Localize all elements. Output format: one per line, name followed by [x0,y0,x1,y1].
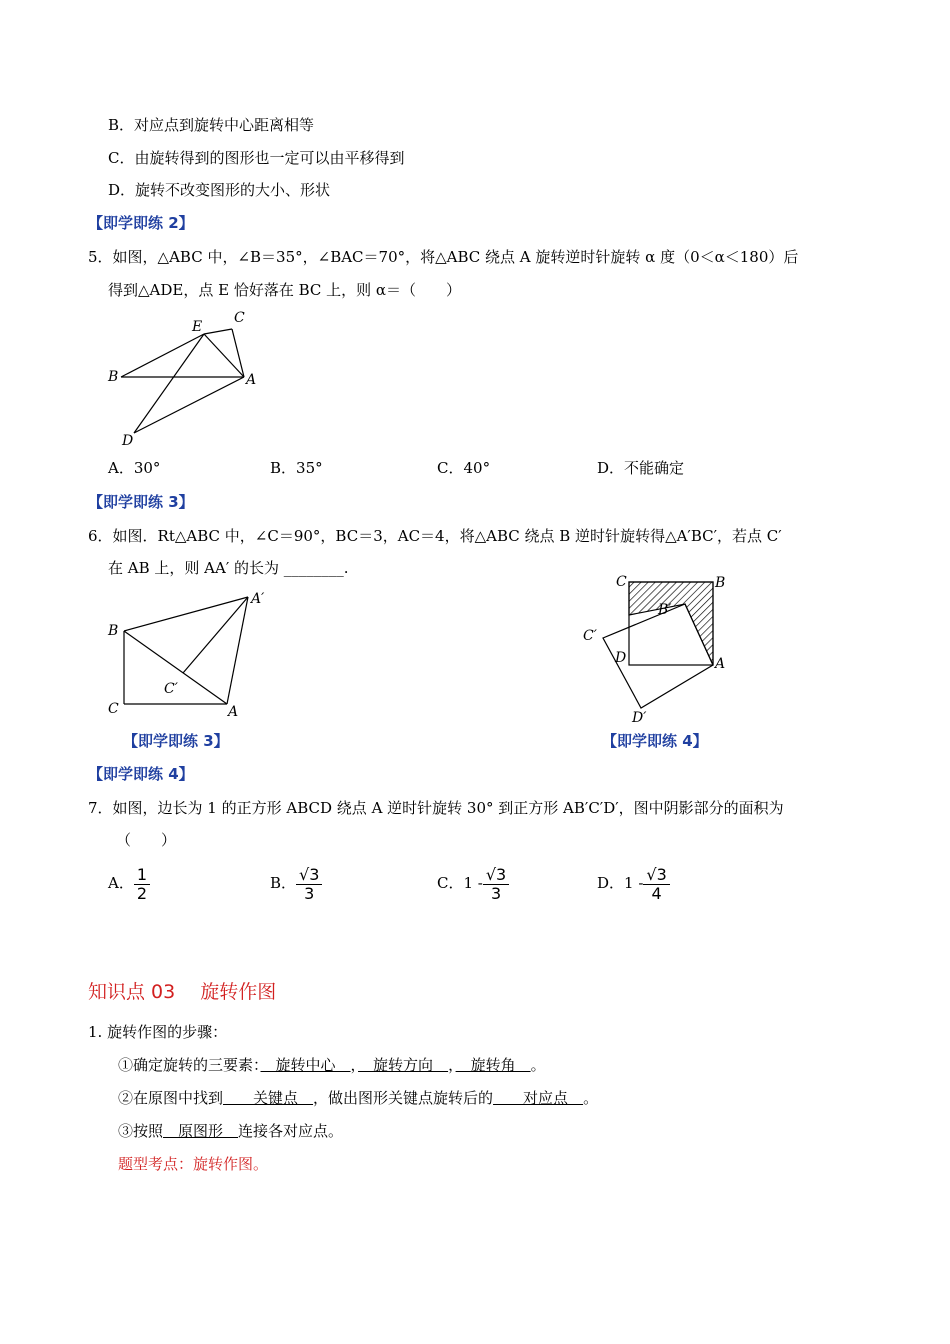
segment-a2c2 [183,597,248,673]
q7-option-d: D．1 - $\frac{√3}{4}$ [597,863,670,903]
q5-option-d: D．不能确定 [597,459,685,477]
segment-be [121,334,204,377]
step-2: ②在原图中找到 关键点 ，做出图形关键点旋转后的 对应点 。 [118,1089,599,1107]
label-d: D [122,433,134,449]
q6-line-2: 在 AB 上，则 AA′ 的长为 ________. [108,559,349,577]
segment-da [134,377,244,433]
practice-4-label: 【即学即练 4】 [88,765,194,783]
segment-ec [204,329,232,334]
label-c-prime: C′ [583,628,597,644]
section-title: 知识点 03 旋转作图 [88,981,277,1003]
label-d-prime: D′ [632,710,647,726]
q7-line-1: 7．如图，边长为 1 的正方形 ABCD 绕点 A 逆时针旋转 30° 到正方形 AB′C′D′，图中阴影部分的面积为 [88,799,784,817]
label-d: D [615,650,627,666]
label-c: C [108,701,119,717]
label-b: B [108,623,119,639]
q7-figure [575,570,745,730]
segment-ea [204,334,244,377]
option-b-text: B．对应点到旋转中心距离相等 [108,116,315,134]
option-d-text: D．旋转不改变图形的大小、形状 [108,181,331,199]
label-c: C [616,574,627,590]
shaded-region [629,582,713,665]
label-c-prime: C′ [164,681,178,697]
label-a: A [715,656,726,672]
label-a: A [228,704,239,720]
q5-line-1: 5．如图，△ABC 中，∠B＝35°，∠BAC＝70°，将△ABC 绕点 A 旋转逆时针旋转 α 度（0＜α＜180）后 [88,248,799,266]
label-e: E [192,319,203,335]
q7-option-c: C．1 - $\frac{√3}{3}$ [437,863,509,903]
label-b: B [715,575,726,591]
q5-option-a: A．30° [108,459,161,477]
q6-line-1: 6．如图．Rt△ABC 中，∠C＝90°，BC＝3，AC＝4，将△ABC 绕点 B 逆时针旋转得△A′BC′，若点 C′ [88,527,782,545]
label-b: B [108,369,119,385]
label-c: C [234,310,245,326]
q5-option-b: B．35° [270,459,323,477]
q5-option-c: C．40° [437,459,491,477]
step-1: ①确定旋转的三要素： 旋转中心 ， 旋转方向 ， 旋转角 。 [118,1056,546,1074]
steps-intro: 1. 旋转作图的步骤： [88,1023,228,1041]
label-a-prime: A′ [251,591,265,607]
q5-line-2: 得到△ADE，点 E 恰好落在 BC 上，则 α＝（ ） [108,281,462,299]
topic-note: 题型考点：旋转作图。 [118,1155,269,1173]
label-a: A [246,372,257,388]
figure-caption-4: 【即学即练 4】 [602,732,708,750]
practice-2-label: 【即学即练 2】 [88,214,194,232]
segment-ed [134,334,204,433]
q7-option-a: A． $\frac{1}{2}$ [108,863,150,903]
q7-option-b: B． $\frac{√3}{3}$ [270,863,322,903]
q7-line-2: （ ） [116,831,177,849]
q5-figure [100,305,270,450]
practice-3-label: 【即学即练 3】 [88,493,194,511]
segment-ba2 [124,597,248,631]
q6-figure [100,585,290,725]
segment-a2a [227,597,248,704]
option-c-text: C．由旋转得到的图形也一定可以由平移得到 [108,149,405,167]
label-b-prime: B′ [658,602,672,618]
figure-caption-3: 【即学即练 3】 [123,732,229,750]
step-3: ③按照 原图形 连接各对应点。 [118,1122,344,1140]
